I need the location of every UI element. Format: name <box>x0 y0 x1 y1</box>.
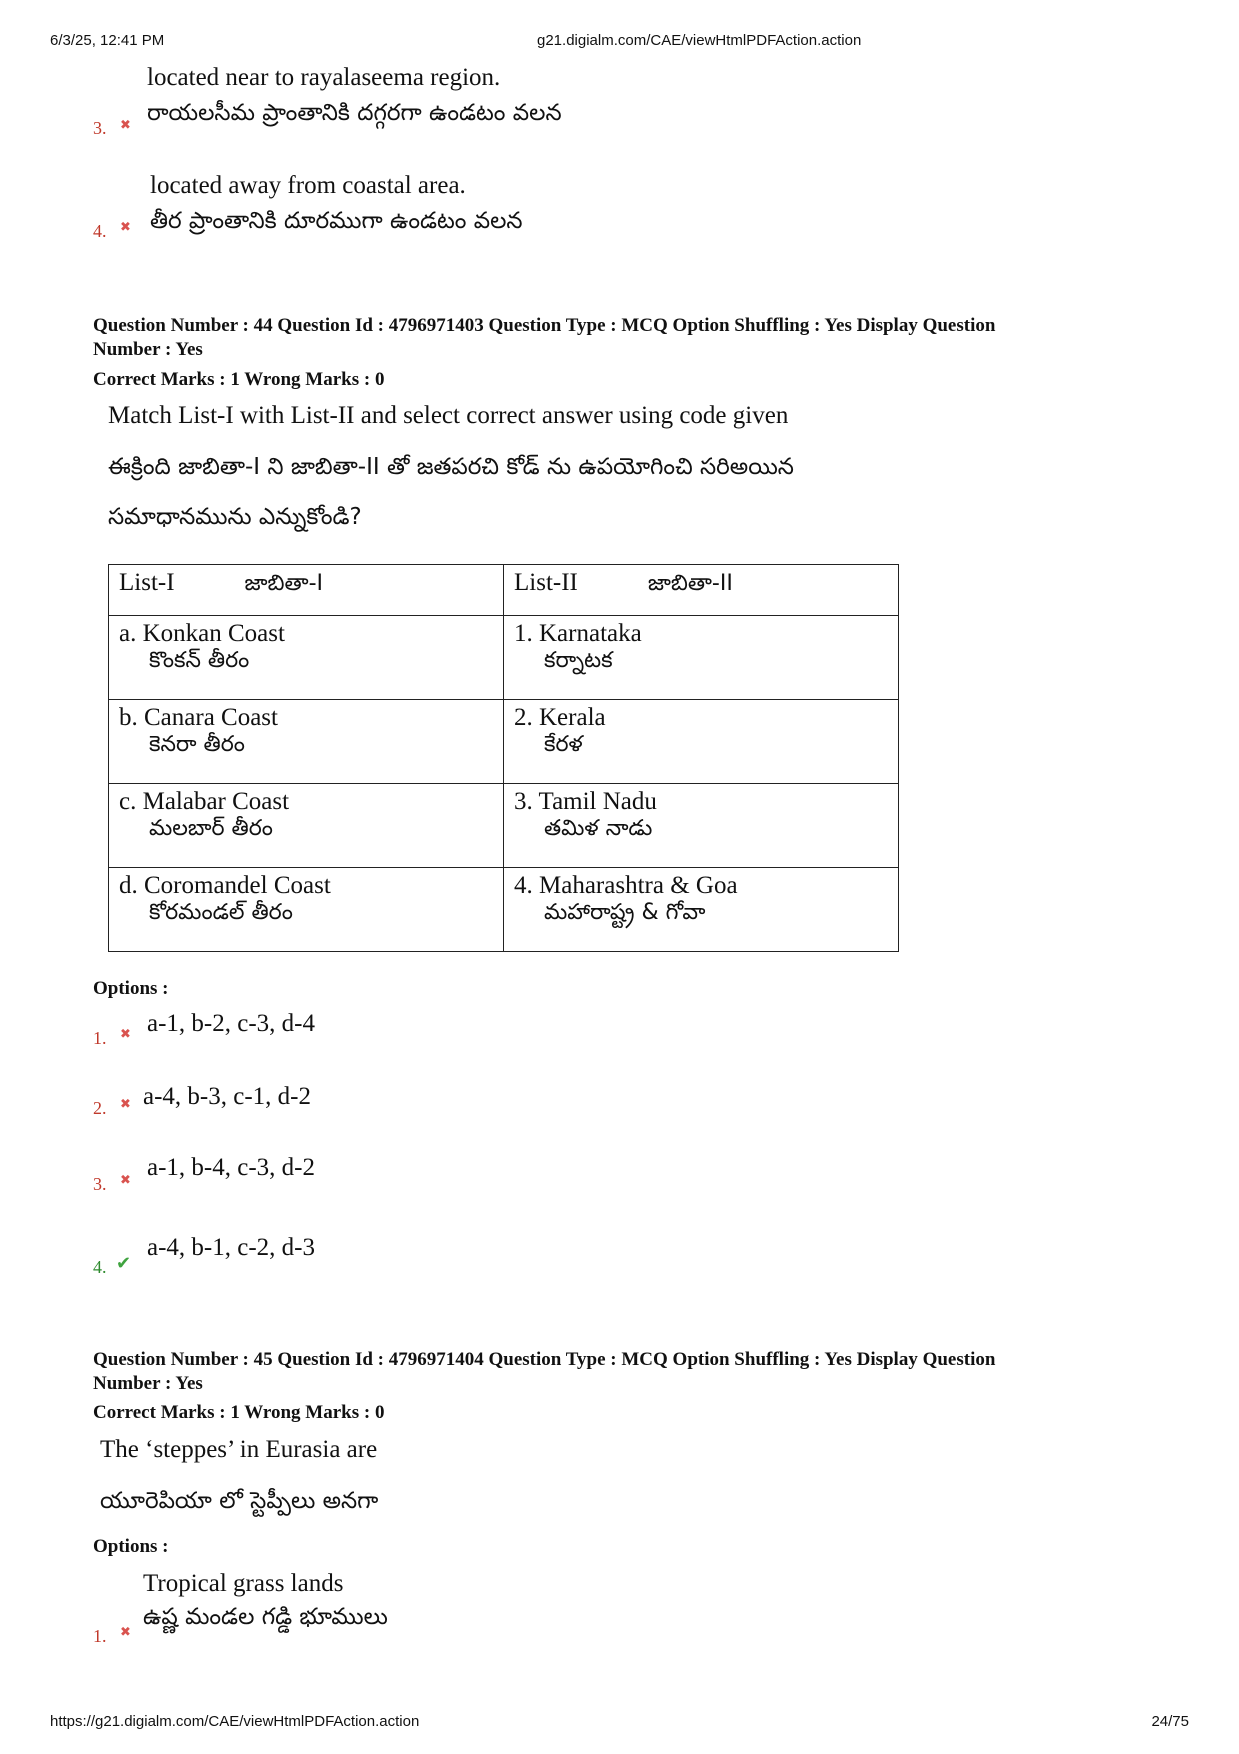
list1-heading-en: List-I <box>119 569 175 596</box>
list2-heading-en: List-II <box>514 569 578 596</box>
q45-stem-te: యూరెపియా లో స్టెప్పీలు అనగా <box>100 1488 379 1514</box>
list2-item <box>504 784 899 868</box>
list2-item-en: 1. Karnataka <box>514 620 642 647</box>
table-row <box>109 616 899 700</box>
list2-item-en: 2. Kerala <box>514 704 606 731</box>
print-url: g21.digialm.com/CAE/viewHtmlPDFAction.action <box>537 32 862 49</box>
list2-item <box>504 700 899 784</box>
prev-option-4-en: located away from coastal area. <box>150 172 466 199</box>
list2-item <box>504 616 899 700</box>
q44-stem-te-2: సమాధానమును ఎన్నుకోండి? <box>108 504 362 530</box>
cross-icon: ✖ <box>120 1173 131 1188</box>
q44-options-label: Options : <box>93 978 169 999</box>
table-row <box>109 868 899 952</box>
prev-option-4-te: తీర ప్రాంతానికి దూరముగా ఉండటం వలన <box>150 208 523 234</box>
q44-option-3-text: a-1, b-4, c-3, d-2 <box>147 1154 315 1181</box>
list2-item-en: 4. Maharashtra & Goa <box>514 872 738 899</box>
list2-item-en: 3. Tamil Nadu <box>514 788 657 815</box>
q44-marks: Correct Marks : 1 Wrong Marks : 0 <box>93 369 385 390</box>
list2-heading-te: జాబితా-II <box>647 571 733 596</box>
q44-option-2-number: 2. <box>93 1098 107 1118</box>
q45-meta <box>93 1348 1143 1396</box>
q44-option-1-text: a-1, b-2, c-3, d-4 <box>147 1010 315 1037</box>
table-row <box>109 784 899 868</box>
q44-meta-line2: Number : Yes <box>93 339 203 360</box>
cross-icon: ✖ <box>120 118 131 133</box>
q44-meta-line1: Question Number : 44 Question Id : 4796971403 Question Type : MCQ Option Shuffling : Yes Display Question <box>93 315 996 336</box>
q45-meta-line2: Number : Yes <box>93 1373 203 1394</box>
page-number: 24/75 <box>1151 1713 1189 1730</box>
prev-option-4-number: 4. <box>93 221 107 241</box>
q45-option-1-te: ఉష్ణ మండల గడ్డి భూములు <box>143 1604 388 1630</box>
prev-option-3-te: రాయలసీమ ప్రాంతానికి దగ్గరగా ఉండటం వలన <box>147 100 562 126</box>
q45-options-label: Options : <box>93 1536 169 1557</box>
prev-option-3-en: located near to rayalaseema region. <box>147 64 501 91</box>
table-row <box>109 700 899 784</box>
q44-option-4-number: 4. <box>93 1257 107 1277</box>
list1-heading-te: జాబితా-I <box>244 571 323 596</box>
cross-icon: ✖ <box>120 1625 131 1640</box>
q44-meta <box>93 314 1143 362</box>
cross-icon: ✖ <box>120 220 131 235</box>
q44-stem-en: Match List-I with List-II and select correct answer using code given <box>108 402 789 429</box>
match-table <box>108 564 899 952</box>
print-datetime: 6/3/25, 12:41 PM <box>50 32 165 49</box>
table-header-list1 <box>109 565 504 616</box>
q45-option-1-number: 1. <box>93 1626 107 1646</box>
checkmark-icon: ✔ <box>116 1253 132 1274</box>
list1-item-en: d. Coromandel Coast <box>119 872 331 899</box>
list1-item-te: కొంకన్ తీరం <box>149 648 250 673</box>
cross-icon: ✖ <box>120 1027 131 1042</box>
table-header-row <box>109 565 899 616</box>
footer-url: https://g21.digialm.com/CAE/viewHtmlPDFAction.action <box>50 1713 420 1730</box>
list1-item <box>109 784 504 868</box>
q44-option-3-number: 3. <box>93 1174 107 1194</box>
table-header-list2 <box>504 565 899 616</box>
list2-item-te: తమిళ నాడు <box>544 816 653 841</box>
list1-item <box>109 700 504 784</box>
list1-item-te: కోరమండల్ తీరం <box>149 900 293 925</box>
q45-option-1-en: Tropical grass lands <box>143 1570 344 1597</box>
q44-option-4-text: a-4, b-1, c-2, d-3 <box>147 1234 315 1261</box>
q45-marks: Correct Marks : 1 Wrong Marks : 0 <box>93 1402 385 1423</box>
list2-item-te: కేరళ <box>544 732 583 757</box>
cross-icon: ✖ <box>120 1097 131 1112</box>
q45-stem-en: The ‘steppes’ in Eurasia are <box>100 1436 378 1463</box>
list2-item-te: మహారాష్ట్ర & గోవా <box>544 900 706 925</box>
list1-item-en: c. Malabar Coast <box>119 788 290 815</box>
prev-option-3-number: 3. <box>93 118 107 138</box>
list1-item-te: మలబార్ తీరం <box>149 816 273 841</box>
list1-item <box>109 616 504 700</box>
list1-item-te: కెనరా తీరం <box>149 732 245 757</box>
q45-meta-line1: Question Number : 45 Question Id : 4796971404 Question Type : MCQ Option Shuffling : Yes Display Question <box>93 1349 996 1370</box>
list1-item-en: b. Canara Coast <box>119 704 278 731</box>
q44-option-2-text: a-4, b-3, c-1, d-2 <box>143 1083 311 1110</box>
list2-item <box>504 868 899 952</box>
q44-option-1-number: 1. <box>93 1028 107 1048</box>
list1-item <box>109 868 504 952</box>
q44-stem-te-1: ఈక్రింది జాబితా-I ని జాబితా-II తో జతపరచి కోడ్ ను ఉపయోగించి సరిఅయిన <box>108 454 794 480</box>
list1-item-en: a. Konkan Coast <box>119 620 285 647</box>
list2-item-te: కర్నాటక <box>544 648 613 673</box>
